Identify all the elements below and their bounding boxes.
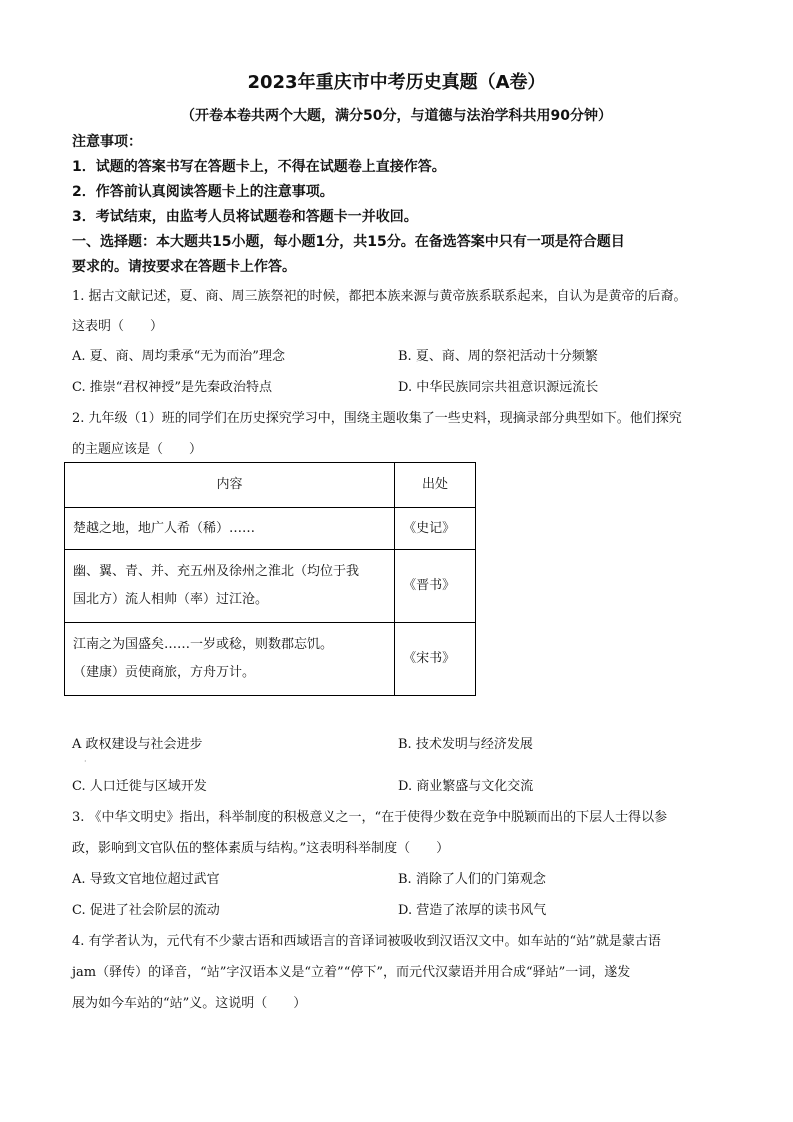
source-table [64, 462, 476, 696]
table-row [65, 550, 476, 623]
notice-item-1: 1．试题的答案书写在答题卡上，不得在试题卷上直接作答。 [72, 159, 446, 175]
q3-option-b: B. 消除了人们的门第观念 [398, 872, 546, 887]
q2-option-a: A 政权建设与社会进步 [72, 737, 203, 752]
notice-heading: 注意事项： [72, 134, 142, 150]
q3-option-a: A. 导致文官地位超过武官 [72, 872, 220, 887]
q2-stem-line2: 的主题应该是（ ） [72, 442, 203, 457]
table-row [65, 508, 476, 550]
q4-stem-line1: 4. 有学者认为，元代有不少蒙古语和西域语言的音译词被吸收到汉语汉文中。如车站的“站”就是蒙古语 [72, 934, 661, 949]
notice-item-3: 3．考试结束，由监考人员将试题卷和答题卡一并收回。 [72, 209, 418, 225]
table-cell-source: 《史记》 [395, 508, 476, 550]
q1-stem-line2: 这表明（ ） [72, 319, 164, 334]
q2-option-b: B. 技术发明与经济发展 [398, 737, 533, 752]
table-cell-source: 《宋书》 [395, 623, 476, 696]
q2-stem-line1: 2. 九年级（1）班的同学们在历史探究学习中，围绕主题收集了一些史料，现摘录部分典型如下。他们探究 [72, 411, 682, 426]
table-cell-source: 《晋书》 [395, 550, 476, 623]
q3-stem-line1: 3. 《中华文明史》指出，科举制度的积极意义之一，“在于使得少数在竞争中脱颖而出的下层人士得以参 [72, 810, 668, 825]
q1-option-d: D. 中华民族同宗共祖意识源远流长 [398, 380, 599, 395]
table-row [65, 623, 476, 696]
q4-stem-line3: 展为如今车站的“站”义。这说明（ ） [72, 996, 307, 1011]
notice-item-2: 2．作答前认真阅读答题卡上的注意事项。 [72, 184, 334, 200]
stray-dot: · [84, 757, 87, 766]
page-title: 2023年重庆市中考历史真题（A卷） [247, 72, 546, 93]
table-header-content: 内容 [65, 463, 395, 508]
table-cell-content-line2: （建康）贡使商旅，方舟万计。 [73, 665, 256, 680]
q1-stem-line1: 1. 据古文献记述，夏、商、周三族祭祀的时候，都把本族来源与黄帝族系联系起来，自认为是黄帝的后裔。 [72, 289, 687, 304]
table-cell-content-line1: 江南之为国盛矣……一岁或稔，则数郡忘饥。 [73, 637, 334, 652]
page-subtitle: （开卷本卷共两个大题，满分50分，与道德与法治学科共用90分钟） [181, 108, 612, 124]
table-header-row [65, 463, 476, 508]
table-cell-content: 楚越之地，地广人希（稀）…… [73, 520, 256, 536]
q4-stem-line2: jam（驿传）的译音，“站”字汉语本义是“立着”“停下”，而元代汉蒙语并用合成“驿站”一词，遂发 [72, 965, 631, 980]
q2-option-c: C. 人口迁徙与区域开发 [72, 779, 207, 794]
q3-option-c: C. 促进了社会阶层的流动 [72, 903, 220, 918]
q3-option-d: D. 营造了浓厚的读书风气 [398, 903, 547, 918]
q1-option-a: A. 夏、商、周均秉承“无为而治”理念 [72, 349, 285, 364]
section-heading-line1: 一、选择题：本大题共15小题，每小题1分，共15分。在备选答案中只有一项是符合题目 [72, 234, 625, 250]
q1-option-b: B. 夏、商、周的祭祀活动十分频繁 [398, 349, 598, 364]
table-cell-content-line1: 幽、翼、青、并、充五州及徐州之淮北（均位于我 [73, 564, 360, 579]
table-header-source: 出处 [395, 463, 476, 508]
q1-option-c: C. 推崇“君权神授”是先秦政治特点 [72, 380, 273, 395]
q3-stem-line2: 政，影响到文官队伍的整体素质与结构。”这表明科举制度（ ） [72, 841, 450, 856]
q2-option-d: D. 商业繁盛与文化交流 [398, 779, 534, 794]
section-heading-line2: 要求的。请按要求在答题卡上作答。 [72, 259, 296, 275]
table-cell-content-line2: 国北方）流人相帅（率）过江沧。 [73, 592, 269, 607]
